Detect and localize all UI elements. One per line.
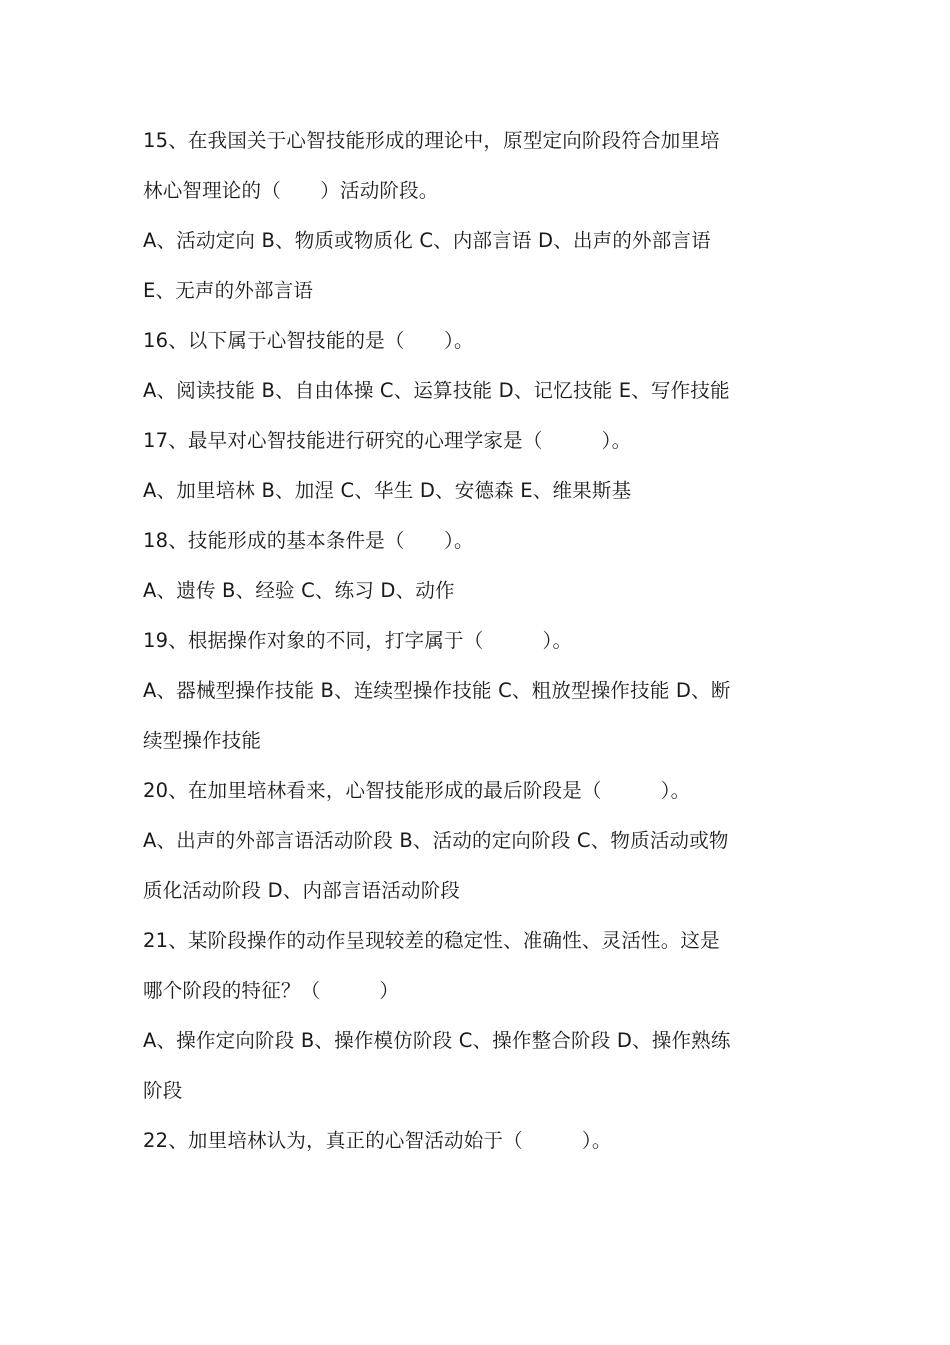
text-line: 质化活动阶段 D、内部言语活动阶段: [143, 879, 461, 902]
text-line: A、操作定向阶段 B、操作模仿阶段 C、操作整合阶段 D、操作熟练: [143, 1029, 731, 1052]
text-line: A、阅读技能 B、自由体操 C、运算技能 D、记忆技能 E、写作技能: [143, 379, 730, 402]
text-line: A、器械型操作技能 B、连续型操作技能 C、粗放型操作技能 D、断: [143, 679, 731, 702]
text-line: 17、最早对心智技能进行研究的心理学家是（ ）。: [143, 429, 632, 452]
text-line: 22、加里培林认为，真正的心智活动始于（ ）。: [143, 1129, 612, 1152]
text-line: E、无声的外部言语: [143, 279, 314, 302]
text-line: 19、根据操作对象的不同，打字属于（ ）。: [143, 629, 573, 652]
text-line: A、活动定向 B、物质或物质化 C、内部言语 D、出声的外部言语: [143, 229, 711, 252]
text-line: A、遗传 B、经验 C、练习 D、动作: [143, 579, 455, 602]
text-line: 20、在加里培林看来，心智技能形成的最后阶段是（ ）。: [143, 779, 691, 802]
text-line: 林心智理论的（ ）活动阶段。: [143, 179, 439, 202]
question-list: [143, 116, 803, 1166]
text-line: 21、某阶段操作的动作呈现较差的稳定性、准确性、灵活性。这是: [143, 929, 720, 952]
text-line: A、出声的外部言语活动阶段 B、活动的定向阶段 C、物质活动或物: [143, 829, 729, 852]
text-line: 续型操作技能: [143, 729, 262, 752]
text-line: 18、技能形成的基本条件是（ ）。: [143, 529, 474, 552]
text-line: 哪个阶段的特征？（ ）: [143, 979, 400, 1002]
text-line: 阶段: [143, 1079, 183, 1102]
text-line: A、加里培林 B、加涅 C、华生 D、安德森 E、维果斯基: [143, 479, 632, 502]
text-line: 16、以下属于心智技能的是（ ）。: [143, 329, 474, 352]
text-line: 15、在我国关于心智技能形成的理论中，原型定向阶段符合加里培: [143, 129, 720, 152]
